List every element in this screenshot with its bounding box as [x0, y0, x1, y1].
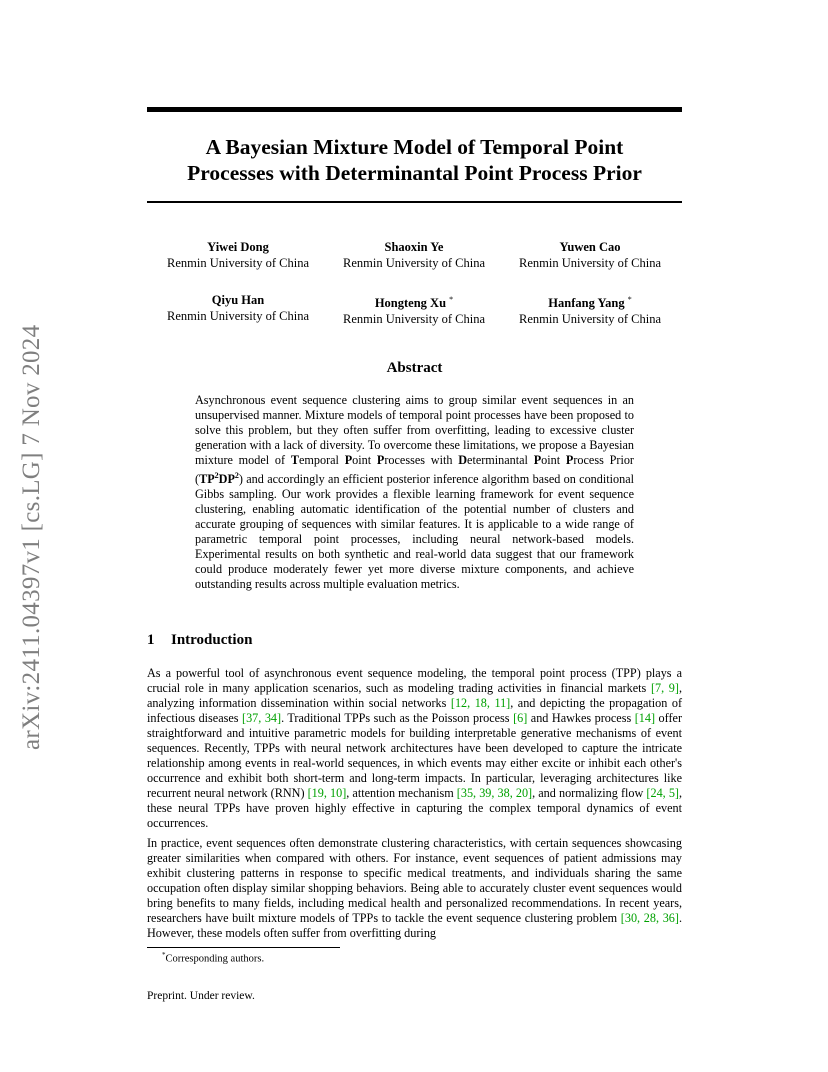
section-heading-introduction	[147, 632, 682, 649]
author-name: Qiyu Han	[211, 293, 265, 307]
author-block	[502, 239, 678, 271]
section-title: Introduction	[171, 632, 253, 648]
citation-link[interactable]: [19, 10]	[307, 786, 347, 800]
corresponding-mark: *	[627, 295, 632, 304]
acronym-letter: P	[533, 453, 542, 467]
author-block	[150, 292, 326, 324]
abstract-text-part: oint	[541, 453, 566, 467]
preprint-notice: Preprint. Under review.	[147, 990, 255, 1002]
paper-title	[147, 134, 682, 186]
title-rule-bottom	[147, 201, 682, 203]
acronym-letter: D	[458, 453, 468, 467]
acronym-letter: T	[290, 453, 299, 467]
author-name: Hongteng Xu	[374, 296, 447, 311]
footnote-mark: *	[162, 951, 166, 959]
intro-paragraph-2	[147, 836, 682, 941]
author-block	[326, 292, 502, 327]
paragraph-text: , and depicting the propagation of infectious diseases	[147, 696, 683, 725]
citation-link[interactable]: [24, 5]	[646, 786, 679, 800]
footnote	[162, 951, 264, 965]
author-affiliation: Renmin University of China	[167, 256, 309, 270]
author-name: Yuwen Cao	[559, 240, 621, 254]
abstract-text-part: rocess Prior (	[195, 453, 634, 487]
author-block	[150, 239, 326, 271]
author-name: Hanfang Yang	[548, 296, 625, 311]
acronym-part: TP	[199, 472, 215, 487]
paragraph-text: In practice, event sequences often demonstrate clustering characteristics, with certain sequences showcasing greater similarities when compared with others. For instance, event sequences of patient admissions may exhibit clustering patterns in response to specific medical treatments, and individuals sharing the same occupation often display similar shopping behaviors. Being able to accurately cluster event sequences would bring benefits to many fields, including medical health and personalized recommendations. In recent years, researchers have built mixture models of TPPs to tackle the event sequence clustering problem	[147, 836, 682, 925]
abstract-text-part: emporal	[299, 453, 345, 467]
abstract-text	[195, 393, 634, 592]
abstract-heading: Abstract	[386, 360, 443, 376]
paragraph-text: As a powerful tool of asynchronous event sequence modeling, the temporal point process (TPP) plays a crucial role in many application scenarios, such as modeling trading activities in financial markets	[147, 666, 682, 695]
author-affiliation: Renmin University of China	[519, 312, 661, 327]
citation-link[interactable]: [35, 39, 38, 20]	[456, 786, 533, 800]
paragraph-text: , and normalizing flow	[532, 786, 647, 800]
abstract-text-part: eterminantal	[467, 453, 534, 467]
intro-paragraph-1	[147, 666, 682, 831]
acronym-superscript: 2	[214, 471, 219, 480]
abstract-text-part: oint	[352, 453, 377, 467]
acronym-letter: P	[344, 453, 353, 467]
author-affiliation: Renmin University of China	[343, 312, 485, 327]
acronym-part: DP	[218, 472, 235, 487]
paragraph-text: , these neural TPPs have proven highly effective in capturing the complex temporal dynamics of event occurrences.	[147, 786, 683, 830]
section-number: 1	[147, 632, 155, 648]
title-line-1: A Bayesian Mixture Model of Temporal Point	[205, 135, 624, 159]
author-block	[326, 239, 502, 271]
citation-link[interactable]: [6]	[513, 711, 528, 725]
citation-link[interactable]: [37, 34]	[242, 711, 282, 725]
paragraph-text: , attention mechanism	[346, 786, 457, 800]
paragraph-text: , analyzing information dissemination within social networks	[147, 681, 682, 710]
citation-link[interactable]: [12, 18, 11]	[450, 696, 511, 710]
author-affiliation: Renmin University of China	[167, 309, 309, 323]
author-affiliation: Renmin University of China	[343, 256, 485, 270]
title-line-2: Processes with Determinantal Point Process Prior	[187, 161, 642, 185]
author-block	[502, 292, 678, 327]
corresponding-mark: *	[449, 295, 454, 304]
author-affiliation: Renmin University of China	[519, 256, 661, 270]
author-name: Shaoxin Ye	[384, 240, 444, 254]
acronym-superscript: 2	[234, 471, 239, 480]
citation-link[interactable]: [14]	[634, 711, 656, 725]
paragraph-text: offer straightforward and intuitive parametric models for building interpretable generative mechanisms of event sequences. Recently, TPPs with neural network architectures have been developed to capture the intricate relationship among events in real-world sequences, in which events may either excite or inhibit each other's occurrence and exhibit both short-term and long-term impacts. In particular, leveraging architectures like recurrent neural network (RNN)	[147, 711, 682, 800]
footnote-text: Corresponding authors.	[165, 953, 265, 965]
abstract-text-part: Asynchronous event sequence clustering aims to group similar event sequences in an unsupervised manner. Mixture models of temporal point processes have been proposed to solve this problem, but they often suffer from overfitting, leading to excessive cluster generation with a lack of diversity. To overcome these limitations, we propose a Bayesian mixture model of	[195, 393, 634, 467]
paragraph-text: . However, these models often suffer from overfitting during	[147, 911, 682, 940]
acronym-letter: P	[565, 453, 574, 467]
abstract-text-part: rocesses with	[384, 453, 459, 467]
footnote-rule	[147, 947, 340, 948]
citation-link[interactable]: [7, 9]	[650, 681, 679, 695]
abstract-text-part: ) and accordingly an efficient posterior inference algorithm based on conditional Gibbs sampling. Our work provides a flexible learning framework for event sequence clustering, enabling automatic identification of the potential number of clusters and accurate grouping of sequences with similar features. It is applicable to a wide range of parametric temporal point processes, including neural network-based models. Experimental results on both synthetic and real-world data suggest that our framework could produce moderately fewer yet more diverse mixture components, and achieve outstanding results across multiple evaluation metrics.	[195, 472, 634, 592]
acronym-letter: P	[376, 453, 385, 467]
arxiv-stamp: arXiv:2411.04397v1 [cs.LG] 7 Nov 2024	[18, 324, 45, 750]
model-acronym	[199, 472, 239, 486]
paragraph-text: and Hawkes process	[527, 711, 635, 725]
citation-link[interactable]: [30, 28, 36]	[620, 911, 679, 925]
title-rule-top	[147, 107, 682, 112]
paragraph-text: . Traditional TPPs such as the Poisson process	[281, 711, 514, 725]
author-name: Yiwei Dong	[207, 240, 269, 254]
